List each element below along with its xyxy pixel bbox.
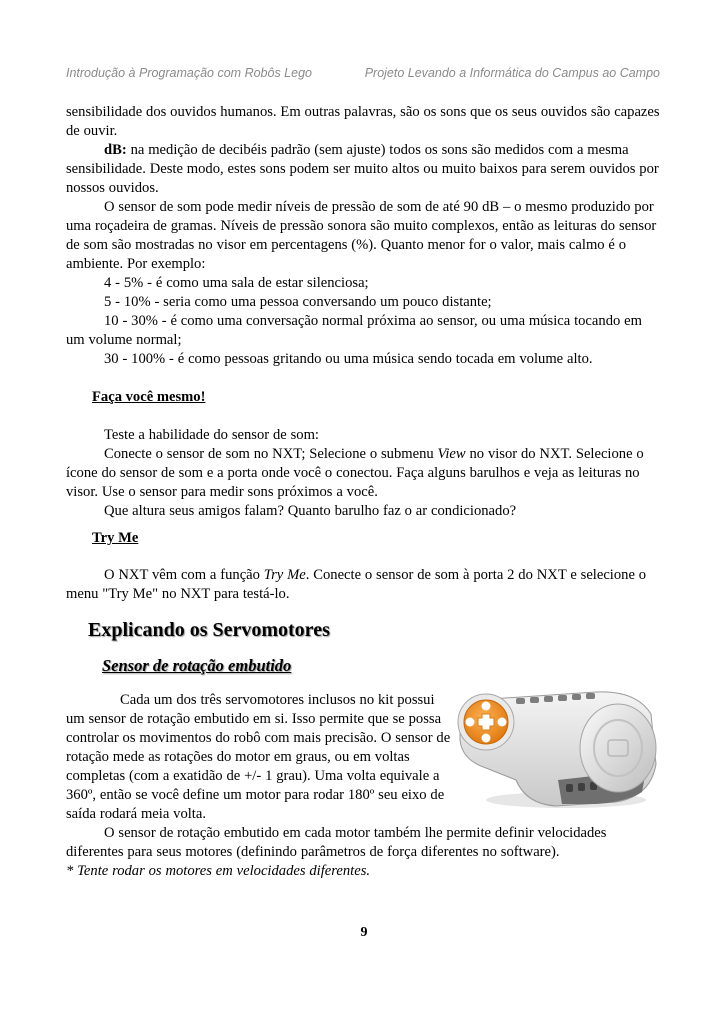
paragraph-db — [66, 141, 660, 198]
header-left: Introdução à Programação com Robôs Lego — [66, 66, 312, 80]
tryme-term: Try Me — [263, 567, 306, 583]
body-text-servo-lower — [66, 824, 660, 881]
subheading-faca-voce-mesmo: Faça você mesmo! — [92, 389, 206, 405]
tryme-text-b: . Conecte o sensor de som à porta 2 do NXT e selecione o menu "Try Me" no NXT para testá-lo. — [66, 567, 647, 602]
list-item: 10 - 30% - é como uma conversação normal próxima ao sensor, ou uma música tocando em um volume normal; — [66, 313, 642, 348]
list-item: 5 - 10% - seria como uma pessoa conversando um pouco distante; — [104, 294, 492, 310]
section-title: Explicando os Servomotores — [88, 619, 330, 641]
view-term: View — [437, 446, 466, 462]
body-text-tryme — [66, 566, 660, 604]
body-text-faca — [66, 426, 660, 521]
paragraph-tryme — [66, 566, 660, 604]
body-text-servo-wrap — [66, 691, 451, 824]
subsection-title: Sensor de rotação embutido — [102, 656, 292, 675]
paragraph-faca-2 — [66, 445, 660, 502]
tryme-text-a: O NXT vêm com a função — [104, 567, 264, 583]
paragraph-continuation: sensibilidade dos ouvidos humanos. Em outras palavras, são os sons que os seus ouvidos são capazes de ouvir. — [66, 104, 660, 139]
list-item: 4 - 5% - é como uma sala de estar silenciosa; — [104, 275, 369, 291]
list-item: 30 - 100% - é como pessoas gritando ou uma música sendo tocada em volume alto. — [104, 351, 593, 367]
page-number: 9 — [360, 925, 368, 940]
paragraph-servo-2: O sensor de rotação embutido em cada motor também lhe permite definir velocidades diferentes para seus motores (definindo parâmetros de força diferentes no software). — [66, 825, 607, 860]
faca-2-text-b: no visor do NXT. Selecione o ícone do sensor de som e a porta onde você o conectou. Faça alguns barulhos e veja as leituras no visor. Use o sensor para medir sons próximos a você. — [66, 446, 644, 500]
paragraph-sensor-range: O sensor de som pode medir níveis de pressão de som de até 90 dB – o mesmo produzido por uma roçadeira de gramas. Níveis de pressão sonora são muito complexos, então as leituras do sensor de som são mostradas no visor em percentagens (%). Quanto menor for o valor, mais calmo é o ambiente. Por exemplo: — [66, 199, 657, 272]
body-text-upper — [66, 103, 660, 369]
running-header — [66, 66, 660, 86]
subheading-try-me: Try Me — [92, 530, 139, 546]
note-italic: * Tente rodar os motores em velocidades diferentes. — [66, 863, 371, 879]
servo-motor-illustration — [446, 684, 664, 812]
paragraph-servo-1: Cada um dos três servomotores inclusos no kit possui um sensor de rotação embutido em si. Isso permite que se possa controlar os movimentos do robô com mais precisão. O sensor de rotação mede as rotações do motor em graus, ou em voltas completas (com a exatidão de +/- 1 grau). Uma volta equivale a 360º, então se você define um motor para rodar 180º seu eixo de saída rodará meia volta. — [66, 692, 451, 822]
db-text: na medição de decibéis padrão (sem ajuste) todos os sons são medidos com a mesma sensibilidade. Deste modo, estes sons podem ser muito altos ou muito baixos para serem ouvidos por nossos ouvidos. — [66, 142, 659, 196]
paragraph-faca-3: Que altura seus amigos falam? Quanto barulho faz o ar condicionado? — [104, 503, 517, 519]
header-right: Projeto Levando a Informática do Campus ao Campo — [364, 66, 660, 80]
paragraph-faca-1: Teste a habilidade do sensor de som: — [104, 427, 319, 443]
faca-2-text-a: Conecte o sensor de som no NXT; Selecione o submenu — [104, 446, 438, 462]
db-term: dB: — [104, 142, 127, 158]
